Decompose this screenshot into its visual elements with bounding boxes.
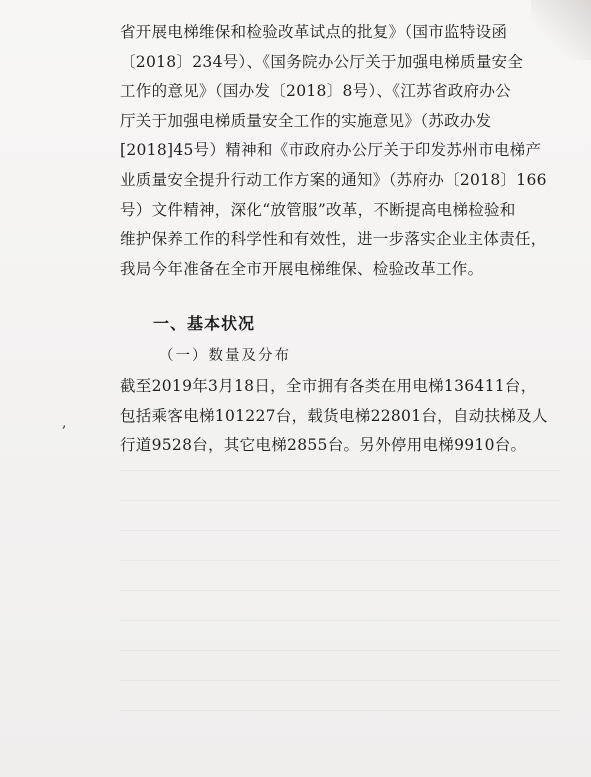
paragraph-line: 包括乘客电梯101227台，载货电梯22801台，自动扶梯及人 bbox=[120, 406, 548, 425]
paragraph-line: 省开展电梯维保和检验改革试点的批复》（国市监特设函 bbox=[120, 23, 508, 41]
stray-mark: , bbox=[62, 415, 67, 431]
paragraph-line: 厅关于加强电梯质量安全工作的实施意见》（苏政办发 bbox=[120, 111, 492, 130]
paragraph-line: 号）文件精神，深化“放管服”改革，不断提高电梯检验和 bbox=[120, 200, 516, 219]
statistics-paragraph bbox=[120, 372, 560, 461]
subsection-heading: （一）数量及分布 bbox=[159, 348, 291, 364]
paragraph-line: 截至2019年3月18日，全市拥有各类在用电梯136411台， bbox=[120, 377, 537, 395]
paragraph-line: 工作的意见》（国办发〔2018〕8号）、《江苏省政府办公 bbox=[120, 82, 511, 101]
paragraph-line: 维护保养工作的科学性和有效性，进一步落实企业主体责任， bbox=[120, 230, 547, 249]
bleed-through-texture bbox=[120, 470, 560, 730]
paragraph-line: 行道9528台，其它电梯2855台。另外停用电梯9910台。 bbox=[120, 436, 527, 455]
paragraph-line: 业质量安全提升行动工作方案的通知》（苏府办〔2018〕166 bbox=[120, 170, 547, 189]
section-heading: 一、基本状况 bbox=[153, 314, 256, 333]
paragraph-line: 〔2018〕234号）、《国务院办公厅关于加强电梯质量安全 bbox=[120, 52, 524, 71]
paragraph-line: 我局今年准备在全市开展电梯维保、检验改革工作。 bbox=[120, 259, 484, 278]
intro-paragraph bbox=[120, 18, 560, 284]
paragraph-line: [2018]45号）精神和《市政府办公厅关于印发苏州市电梯产 bbox=[120, 141, 542, 160]
